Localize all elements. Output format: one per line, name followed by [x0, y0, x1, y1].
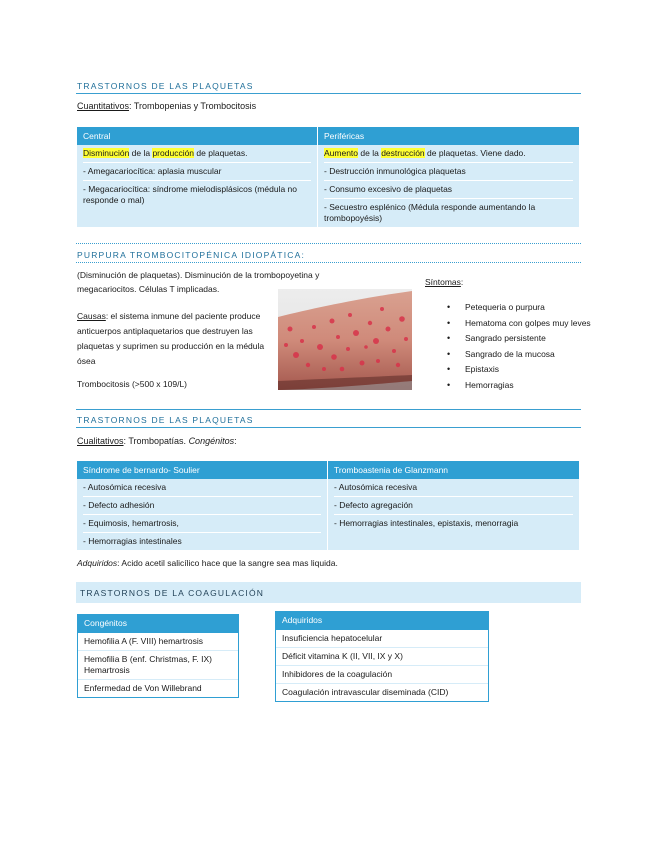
col-glanzmann — [328, 479, 580, 550]
gl-item: - Defecto agregación — [334, 497, 573, 515]
table-cuantitativos — [77, 127, 579, 227]
list-item: • Hematoma con golpes muy leves — [445, 316, 591, 332]
col-perifericas — [318, 145, 580, 227]
central-item: - Amegacariocítica: aplasia muscular — [83, 163, 311, 181]
section-divider-dotted — [76, 262, 581, 263]
subtitle-cualitativos: Cualitativos: Trombopatías. Congénitos: — [77, 436, 237, 446]
section-divider — [76, 427, 581, 428]
central-first: Disminución de la producción de plaquetas. — [83, 145, 311, 163]
col-bernardo-soulier — [77, 479, 328, 550]
central-item: - Megacariocítica: síndrome mielodisplásicos (médula no responde o mal) — [83, 184, 298, 205]
list-item: • Sangrado de la mucosa — [445, 347, 591, 363]
bs-item: - Equimosis, hemartrosis, — [83, 515, 321, 533]
list-item: Enfermedad de Von Willebrand — [84, 683, 202, 693]
section-title-coagulacion: TRASTORNOS DE LA COAGULACIÓN — [80, 588, 265, 598]
bs-item: - Defecto adhesión — [83, 497, 321, 515]
purpura-causas: Causas: el sistema inmune del paciente produce anticuerpos antiplaquetarios que destruyen las plaquetas y suprimen su producción en la médula ósea — [77, 311, 265, 366]
section-divider-dotted — [76, 243, 581, 244]
section-title-purpura: PURPURA TROMBOCITOPÉNICA IDIOPÁTICA: — [77, 250, 306, 260]
bs-item: - Hemorragias intestinales — [83, 536, 182, 546]
bs-item: - Autosómica recesiva — [83, 479, 321, 497]
list-item: Coagulación intravascular diseminada (CID) — [282, 687, 449, 697]
subtitle-cuantitativos: Cuantitativos: Trombopenias y Trombocitosis — [77, 101, 257, 111]
header-glanzmann: Tromboastenia de Glanzmann — [328, 461, 580, 479]
perif-item: - Secuestro esplénico (Médula responde aumentando la trombopoyésis) — [324, 202, 536, 223]
gl-item: - Hemorragias intestinales, epistaxis, menorragia — [334, 518, 519, 528]
perif-item: - Consumo excesivo de plaquetas — [324, 181, 573, 199]
col-central — [77, 145, 318, 227]
box-adquiridos — [275, 611, 489, 702]
list-item: Déficit vitamina K (II, VII, IX y X) — [276, 648, 488, 666]
gl-item: - Autosómica recesiva — [334, 479, 573, 497]
adquiridos-note: Adquiridos: Acido acetil salicílico hace que la sangre sea mas liquida. — [77, 558, 338, 568]
list-item: • Epistaxis — [445, 362, 591, 378]
skin-rash-photo-icon — [278, 289, 412, 390]
section-divider — [76, 409, 581, 410]
perif-first: Aumento de la destrucción de plaquetas. Viene dado. — [324, 145, 573, 163]
header-adquiridos: Adquiridos — [276, 612, 488, 630]
sintomas-label: Síntomas: — [425, 277, 464, 287]
section-divider — [76, 93, 581, 94]
header-congenitos: Congénitos — [78, 615, 238, 633]
trombocitosis: Trombocitosis (>500 x 109/L) — [77, 379, 187, 389]
list-item: Hemofilia A (F. VIII) hemartrosis — [78, 633, 238, 651]
list-item: Inhibidores de la coagulación — [276, 666, 488, 684]
box-congenitos — [77, 614, 239, 698]
list-item: Hemofilia B (enf. Christmas, F. IX) Hemartrosis — [78, 651, 238, 680]
section-title-plaquetas-2: TRASTORNOS DE LAS PLAQUETAS — [77, 415, 254, 425]
header-perifericas: Periféricas — [318, 127, 580, 145]
header-central: Central — [77, 127, 318, 145]
list-item: • Sangrado persistente — [445, 331, 591, 347]
table-cualitativos — [77, 461, 579, 550]
header-bernardo-soulier: Síndrome de bernardo- Soulier — [77, 461, 328, 479]
section-title-plaquetas: TRASTORNOS DE LAS PLAQUETAS — [77, 81, 254, 91]
symptoms-list — [445, 300, 591, 393]
list-item: Insuficiencia hepatocelular — [276, 630, 488, 648]
purpura-intro: (Disminución de plaquetas). Disminución de la trombopoyetina y megacariocitos. Células T implicadas. — [77, 270, 320, 294]
perif-item: - Destrucción inmunológica plaquetas — [324, 163, 573, 181]
list-item: • Hemorragias — [445, 378, 591, 394]
list-item: • Petequeria o purpura — [445, 300, 591, 316]
